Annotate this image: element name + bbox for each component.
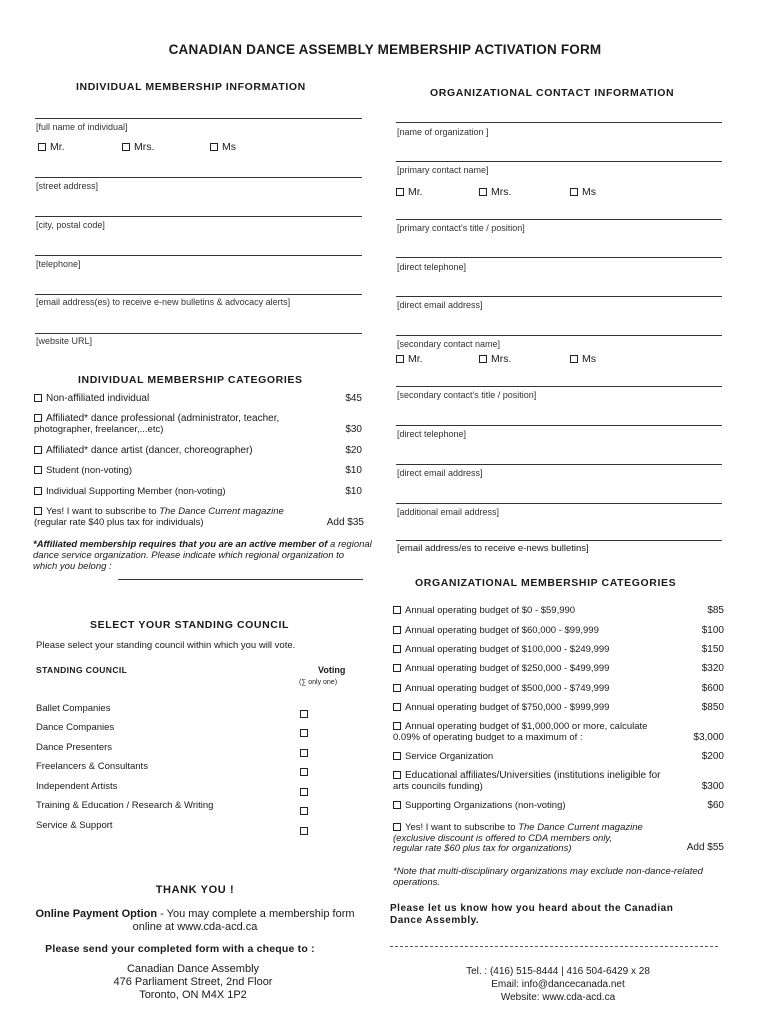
salutation-label: Mrs. <box>491 353 512 365</box>
checkbox-icon[interactable] <box>34 466 42 474</box>
salutation-label: Ms <box>222 141 236 153</box>
primary-contact-line[interactable] <box>396 161 722 162</box>
ind-subscribe-price: Add $35 <box>326 517 364 528</box>
org-cat-5-price: $600 <box>701 683 724 694</box>
email-line[interactable] <box>35 294 362 295</box>
org-subscribe-line2: (exclusive discount is offered to CDA members only, <box>393 833 613 844</box>
ind-cat-label: Non-affiliated individual <box>46 393 150 404</box>
note-text: which you belong : <box>33 561 112 572</box>
checkbox-icon[interactable] <box>393 626 401 634</box>
council-presenters-checkbox[interactable] <box>300 743 312 761</box>
ind-cat-label: Affiliated* dance artist (dancer, choreographer) <box>46 445 253 456</box>
voting-note: (∑ only one) <box>298 679 338 686</box>
council-instruction: Please select your standing council within which you will vote. <box>36 640 296 651</box>
org-cat-label: Annual operating budget of $750,000 - $999,999 <box>405 702 610 713</box>
checkbox-icon[interactable] <box>300 710 308 718</box>
ind-cat-2-line2: photographer, freelancer,...etc) <box>34 424 164 435</box>
note-bold: *Affiliated membership requires that you are an active member of <box>33 539 328 550</box>
primary-title-label: [primary contact's title / position] <box>397 223 525 233</box>
council-independent-checkbox[interactable] <box>300 782 312 800</box>
org-contact-heading: ORGANIZATIONAL CONTACT INFORMATION <box>430 87 675 99</box>
council-freelancers-checkbox[interactable] <box>300 762 312 780</box>
email-label: [email address(es) to receive e-new bulletins & advocacy alerts] <box>36 297 291 307</box>
online-payment-url: online at www.cda-acd.ca <box>132 921 258 933</box>
salutation-label: Mr. <box>408 186 423 198</box>
salutation-label: Ms <box>582 186 596 198</box>
org-name-label: [name of organization ] <box>397 127 489 137</box>
ind-cat-2[interactable] <box>34 413 279 424</box>
heard-about-question-line2: Dance Assembly. <box>390 915 480 926</box>
voting-col-header: Voting <box>318 665 346 675</box>
org-cat-1[interactable] <box>393 605 575 616</box>
salutation-label: Mr. <box>408 353 423 365</box>
checkbox-icon[interactable] <box>38 143 46 151</box>
address-line-2: 476 Parliament Street, 2nd Floor <box>113 976 273 988</box>
council-presenters: Dance Presenters <box>36 742 113 753</box>
send-instruction: Please send your completed form with a cheque to : <box>45 943 315 955</box>
secondary-salutation-mr[interactable] <box>396 353 423 365</box>
multi-disciplinary-note-line2: operations. <box>393 877 441 888</box>
online-payment-bold: Online Payment Option <box>35 908 158 920</box>
individual-heading: INDIVIDUAL MEMBERSHIP INFORMATION <box>76 81 306 93</box>
city-label: [city, postal code] <box>36 220 105 230</box>
ind-cat-1[interactable] <box>34 393 149 404</box>
org-cat-6[interactable] <box>393 702 609 713</box>
salutation-label: Ms <box>582 353 596 365</box>
org-categories-heading: ORGANIZATIONAL MEMBERSHIP CATEGORIES <box>415 577 677 589</box>
org-subscribe-line3: regular rate $60 plus tax for organizations) <box>393 843 572 854</box>
org-cat-label: Educational affiliates/Universities (institutions ineligible for <box>405 770 661 781</box>
checkbox-icon[interactable] <box>300 729 308 737</box>
checkbox-icon[interactable] <box>393 801 401 809</box>
council-ballet: Ballet Companies <box>36 703 111 714</box>
note-text: a regional <box>327 539 372 550</box>
checkbox-icon[interactable] <box>393 606 401 614</box>
council-training-checkbox[interactable] <box>300 801 312 819</box>
city-line[interactable] <box>35 216 362 217</box>
telephone-label: [telephone] <box>36 259 81 269</box>
org-cat-label: Annual operating budget of $1,000,000 or more, calculate <box>405 721 648 732</box>
secondary-salutation-mrs[interactable] <box>479 353 511 365</box>
org-name-line[interactable] <box>396 122 722 123</box>
checkbox-icon[interactable] <box>396 188 404 196</box>
org-cat-educational-price: $300 <box>701 781 724 792</box>
checkbox-icon[interactable] <box>479 355 487 363</box>
org-cat-3[interactable] <box>393 644 609 655</box>
affiliated-note <box>33 539 373 572</box>
secondary-contact-line[interactable] <box>396 335 722 336</box>
checkbox-icon[interactable] <box>393 645 401 653</box>
ind-cat-3[interactable] <box>34 445 253 456</box>
ind-salutation-mrs[interactable] <box>122 141 154 153</box>
address-line-1: Canadian Dance Assembly <box>126 963 260 975</box>
primary-title-line[interactable] <box>396 219 722 220</box>
contact-email: Email: info@dancecanada.net <box>491 979 625 990</box>
subscribe-text: Yes! I want to subscribe to <box>405 822 519 833</box>
ind-cat-1-price: $45 <box>345 393 362 404</box>
secondary-phone-line[interactable] <box>396 425 722 426</box>
magazine-name: The Dance Current magazine <box>518 822 643 833</box>
secondary-email-label: [direct email address] <box>397 468 483 478</box>
checkbox-icon[interactable] <box>300 768 308 776</box>
org-cat-large-budget[interactable] <box>393 721 647 732</box>
additional-email-line[interactable] <box>396 503 722 504</box>
ind-subscribe-rate: (regular rate $40 plus tax for individuals) <box>34 517 204 528</box>
ind-cat-label: Affiliated* dance professional (administrator, teacher, <box>46 413 280 424</box>
org-cat-2-price: $100 <box>701 625 724 636</box>
council-independent: Independent Artists <box>36 781 118 792</box>
council-service-checkbox[interactable] <box>300 821 312 839</box>
org-cat-large-budget-line2: 0.09% of operating budget to a maximum of : <box>393 732 583 743</box>
online-payment <box>0 908 390 920</box>
checkbox-icon[interactable] <box>34 394 42 402</box>
ind-salutation-mr[interactable] <box>38 141 65 153</box>
secondary-title-line[interactable] <box>396 386 722 387</box>
full-name-label: [full name of individual] <box>36 122 128 132</box>
council-dance-companies-checkbox[interactable] <box>300 723 312 741</box>
org-subscribe-price: Add $55 <box>686 842 724 853</box>
council-heading: SELECT YOUR STANDING COUNCIL <box>90 619 290 631</box>
contact-website: Website: www.cda-acd.ca <box>500 992 616 1003</box>
checkbox-icon[interactable] <box>393 722 401 730</box>
ind-cat-2-price: $30 <box>345 424 362 435</box>
online-payment-text: - You may complete a membership form <box>157 908 355 920</box>
bulletins-email-label: [email address/es to receive e-news bulletins] <box>397 543 589 554</box>
org-cat-1-price: $85 <box>707 605 724 616</box>
org-cat-large-budget-price: $3,000 <box>693 732 724 743</box>
org-cat-label: Supporting Organizations (non-voting) <box>405 800 566 811</box>
org-cat-4-price: $320 <box>701 663 724 674</box>
org-cat-label: Annual operating budget of $100,000 - $249,999 <box>405 644 610 655</box>
org-cat-label: Annual operating budget of $60,000 - $99,999 <box>405 625 599 636</box>
multi-disciplinary-note: *Note that multi-disciplinary organizations may exclude non-dance-related <box>393 866 703 877</box>
org-cat-service-price: $200 <box>701 751 724 762</box>
primary-phone-line[interactable] <box>396 257 722 258</box>
primary-email-line[interactable] <box>396 296 722 297</box>
checkbox-icon[interactable] <box>393 771 401 779</box>
website-label: [website URL] <box>36 336 93 346</box>
checkbox-icon[interactable] <box>393 823 401 831</box>
checkbox-icon[interactable] <box>396 355 404 363</box>
checkbox-icon[interactable] <box>570 188 578 196</box>
subscribe-text: Yes! I want to subscribe to <box>46 506 160 517</box>
checkbox-icon[interactable] <box>393 684 401 692</box>
checkbox-icon[interactable] <box>34 487 42 495</box>
checkbox-icon[interactable] <box>300 749 308 757</box>
org-cat-supporting-price: $60 <box>707 800 724 811</box>
council-freelancers: Freelancers & Consultants <box>36 761 148 772</box>
secondary-email-line[interactable] <box>396 464 722 465</box>
salutation-label: Mrs. <box>134 141 155 153</box>
council-col-header: STANDING COUNCIL <box>36 665 128 675</box>
contact-phone: Tel. : (416) 515-8444 | 416 504-6429 x 28 <box>466 966 650 977</box>
primary-phone-label: [direct telephone] <box>397 262 467 272</box>
ind-categories-heading: INDIVIDUAL MEMBERSHIP CATEGORIES <box>78 374 303 386</box>
telephone-line[interactable] <box>35 255 362 256</box>
website-line[interactable] <box>35 333 362 334</box>
street-label: [street address] <box>36 181 99 191</box>
primary-salutation-mrs[interactable] <box>479 186 511 198</box>
thank-you: THANK YOU ! <box>155 884 235 896</box>
primary-email-label: [direct email address] <box>397 300 483 310</box>
bulletins-email-line[interactable] <box>396 540 722 541</box>
secondary-salutation-ms[interactable] <box>570 353 596 365</box>
full-name-line[interactable] <box>35 118 362 119</box>
checkbox-icon[interactable] <box>393 664 401 672</box>
org-cat-3-price: $150 <box>701 644 724 655</box>
heard-about-question: Please let us know how you heard about the Canadian <box>390 903 674 914</box>
org-cat-supporting[interactable] <box>393 800 566 811</box>
org-cat-5[interactable] <box>393 683 609 694</box>
regional-org-line[interactable] <box>118 579 363 580</box>
checkbox-icon[interactable] <box>393 752 401 760</box>
org-cat-2[interactable] <box>393 625 599 636</box>
org-cat-label: Annual operating budget of $500,000 - $749,999 <box>405 683 610 694</box>
salutation-label: Mrs. <box>491 186 512 198</box>
council-ballet-checkbox[interactable] <box>300 704 312 722</box>
checkbox-icon[interactable] <box>34 507 42 515</box>
ind-cat-3-price: $20 <box>345 445 362 456</box>
checkbox-icon[interactable] <box>34 446 42 454</box>
secondary-phone-label: [direct telephone] <box>397 429 467 439</box>
ind-cat-4[interactable] <box>34 465 132 476</box>
salutation-label: Mr. <box>50 141 65 153</box>
primary-salutation-ms[interactable] <box>570 186 596 198</box>
ind-salutation-ms[interactable] <box>210 141 236 153</box>
ind-cat-label: Student (non-voting) <box>46 465 133 476</box>
org-subscribe[interactable] <box>393 822 643 833</box>
org-cat-label: Annual operating budget of $0 - $59,990 <box>405 605 576 616</box>
address-line-3: Toronto, ON M4X 1P2 <box>139 989 247 1001</box>
primary-salutation-mr[interactable] <box>396 186 423 198</box>
checkbox-icon[interactable] <box>300 827 308 835</box>
note-text: dance service organization. Please indicate which regional organization to <box>33 550 345 561</box>
magazine-name: The Dance Current magazine <box>159 506 284 517</box>
checkbox-icon[interactable] <box>210 143 218 151</box>
org-cat-4[interactable] <box>393 663 609 674</box>
ind-cat-5[interactable] <box>34 486 226 497</box>
checkbox-icon[interactable] <box>479 188 487 196</box>
checkbox-icon[interactable] <box>300 807 308 815</box>
additional-email-label: [additional email address] <box>397 507 500 517</box>
heard-about-line[interactable] <box>390 946 718 947</box>
checkbox-icon[interactable] <box>300 788 308 796</box>
council-service: Service & Support <box>36 820 113 831</box>
ind-cat-5-price: $10 <box>345 486 362 497</box>
org-cat-service[interactable] <box>393 751 493 762</box>
council-dance-companies: Dance Companies <box>36 722 115 733</box>
org-cat-educational[interactable] <box>393 770 661 781</box>
org-cat-label: Annual operating budget of $250,000 - $499,999 <box>405 663 610 674</box>
secondary-contact-label: [secondary contact name] <box>397 339 501 349</box>
form-title: CANADIAN DANCE ASSEMBLY MEMBERSHIP ACTIVATION FORM <box>168 42 602 57</box>
org-cat-label: Service Organization <box>405 751 494 762</box>
council-training: Training & Education / Research & Writing <box>36 800 214 811</box>
checkbox-icon[interactable] <box>34 414 42 422</box>
street-line[interactable] <box>35 177 362 178</box>
checkbox-icon[interactable] <box>122 143 130 151</box>
ind-subscribe[interactable] <box>34 506 284 517</box>
ind-cat-label: Individual Supporting Member (non-voting) <box>46 486 226 497</box>
org-cat-6-price: $850 <box>701 702 724 713</box>
secondary-title-label: [secondary contact's title / position] <box>397 390 537 400</box>
checkbox-icon[interactable] <box>393 703 401 711</box>
ind-cat-4-price: $10 <box>345 465 362 476</box>
primary-contact-label: [primary contact name] <box>397 165 489 175</box>
checkbox-icon[interactable] <box>570 355 578 363</box>
org-cat-educational-line2: arts councils funding) <box>393 781 483 792</box>
